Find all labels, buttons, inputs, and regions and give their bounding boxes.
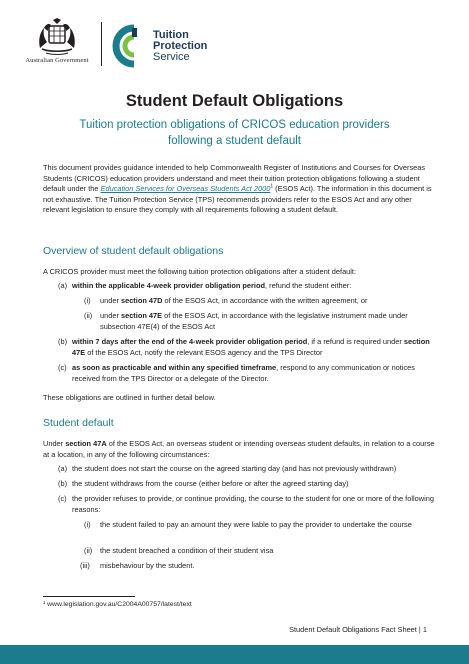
list-item-text: the student withdraws from the course (either before or after the agreed starting day) [72,479,349,488]
list-item-text: the student breached a condition of their student visa [100,546,274,555]
list-item-text: of the ESOS Act, in accordance with the written agreement, or [162,296,368,305]
list-marker: (i) [84,520,91,529]
list-marker: (a) [58,464,68,473]
list-marker: (iii) [80,561,90,570]
lead-pre: Under [43,439,66,448]
footer-color-bar [0,645,469,664]
list-item-bold-2: section 47E [72,337,430,357]
esos-act-link[interactable]: Education Services for Overseas Students Act 2000 [100,184,271,193]
list-item-text: , respond to any communication or notices received from the TPS Director or a delegate of the Director. [72,363,415,383]
list-item-text-2: of the ESOS Act, notify the relevant ESOS agency and the TPS Director [85,347,323,357]
intro-text-post: (ESOS Act). The information in this document is not exhaustive. The Tuition Protection Service (TPS) recommends providers refer to the ESOS Act and any other relevant legislation to ensure they comply with all requirements following a student default. [43,184,432,214]
list-item-pre: under [100,296,121,305]
list-item-text: , if a refund is required under [307,337,404,346]
list-item-bold: section 47E [120,311,163,320]
lead-post: of the ESOS Act, an overseas student or intending overseas student defaults, in relation to a course at a location, in any of the following circumstances: [43,439,435,459]
page-title: Student Default Obligations [125,92,344,110]
overview-closing: These obligations are outlined in further detail below. [43,393,216,402]
list-item-bold: section 47D [120,296,163,305]
student-default-lead [43,439,435,460]
list-marker: (b) [58,337,68,346]
overview-lead: A CRICOS provider must meet the following tuition protection obligations after a student default: [43,267,357,276]
tps-emblem-icon [112,24,148,68]
coat-of-arms-icon [34,18,80,56]
list-item-pre: under [100,311,121,320]
list-marker: (b) [58,479,68,488]
footnote-divider [43,596,135,597]
list-item-bold: as soon as practicable and within any specified timeframe [72,363,277,372]
list-item-text: the provider refuses to provide, or continue providing, the course to the student for one or more of the following reasons: [72,494,434,514]
list-marker: (ii) [84,311,93,320]
tps-wordmark [153,30,207,63]
student-default-heading: Student default [43,417,114,429]
list-item-text: of the ESOS Act, in accordance with the legislative instrument made under subsection 47E(4) of the ESOS Act [100,311,408,331]
tuition-protection-service-logo [112,22,207,70]
list-marker: (a) [58,281,68,290]
list-marker: (c) [58,494,67,503]
tps-line-3: Service [153,50,190,63]
tps-line-1: Tuition [153,28,189,41]
list-item-text: the student failed to pay an amount they were liable to pay the provider to undertake the course [100,520,412,529]
page-subtitle: Tuition protection obligations of CRICOS education providers following a student default [79,119,390,147]
header-divider [101,22,102,66]
list-marker: (i) [84,296,91,305]
australian-government-logo [18,18,96,68]
list-item-text: , refund the student either: [265,281,352,290]
list-marker: (ii) [84,546,93,555]
footnote-ref[interactable]: 1 [270,183,274,190]
page-footer: Student Default Obligations Fact Sheet | 1 [289,625,427,634]
footnote: ¹ www.legislation.gov.au/C2004A00757/latest/text [43,601,192,608]
intro-text-pre: This document provides guidance intended to help Commonwealth Register of Institutions and Courses for Overseas Students (CRICOS) education providers understand and meet their tuition protection obligations following a student default under the [43,163,426,193]
intro-paragraph [43,163,435,216]
government-name: Australian Government [25,57,89,64]
list-item-bold: within the applicable 4-week provider obligation period [72,281,266,290]
overview-heading: Overview of student default obligations [43,245,224,257]
list-marker: (c) [58,363,67,372]
lead-bold: section 47A [65,439,107,448]
list-item-text: misbehaviour by the student. [100,561,195,570]
list-item-text: the student does not start the course on the agreed starting day (and has not previously withdrawn) [72,464,397,473]
list-item-bold: within 7 days after the end of the 4-week provider obligation period [72,337,308,346]
tps-line-2: Protection [153,39,208,52]
